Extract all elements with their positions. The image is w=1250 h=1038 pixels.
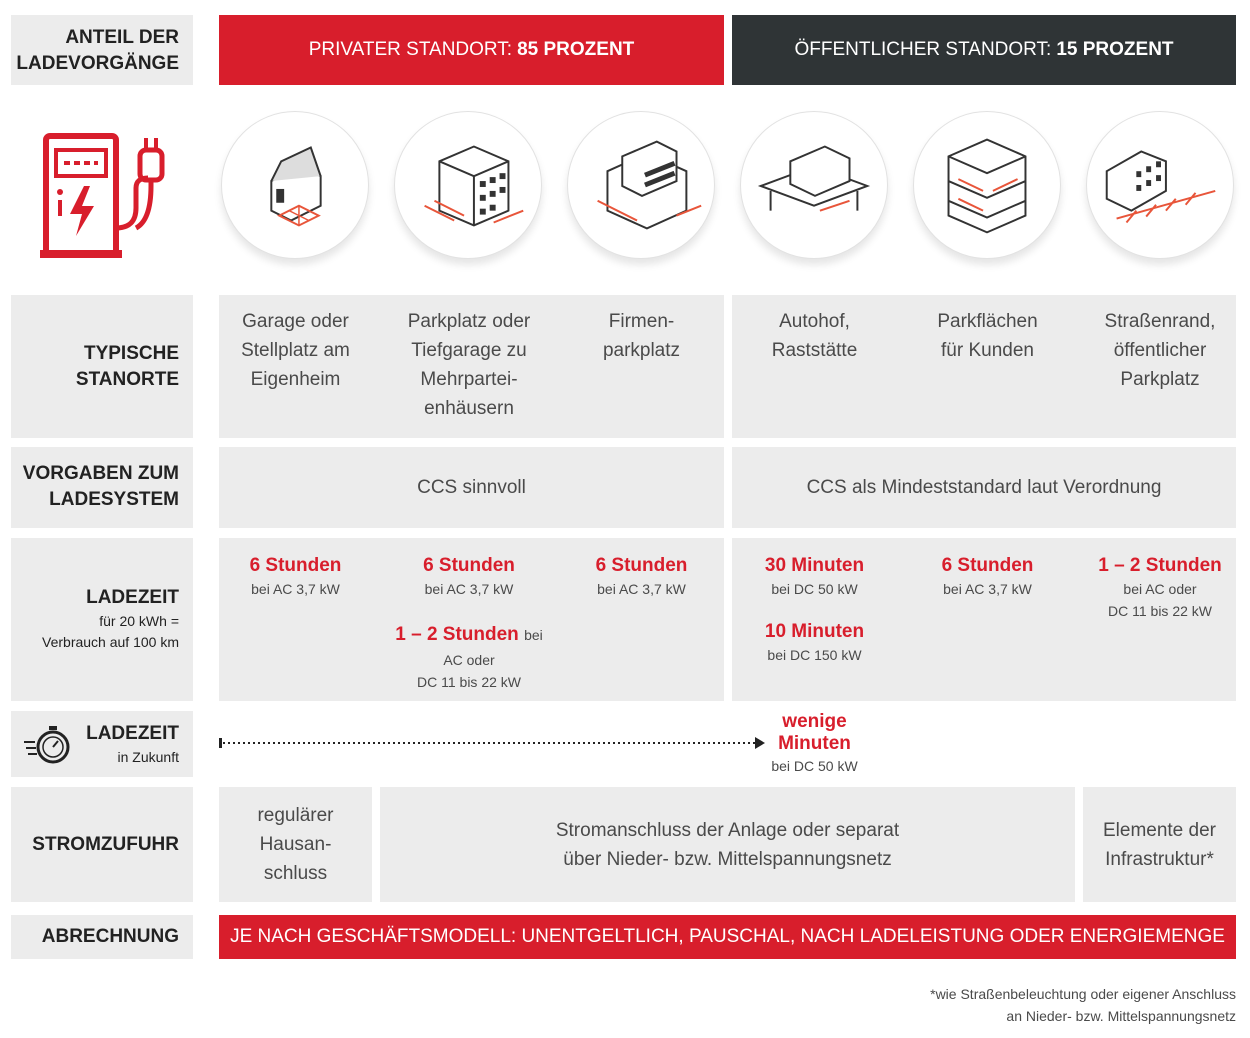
rest-stop-icon	[740, 111, 888, 259]
charge-time-item: 30 Minuten bei DC 50 kW 10 Minuten bei DC 150 kW	[764, 555, 865, 663]
garage-house-icon	[221, 111, 369, 259]
company-parking-icon	[567, 111, 715, 259]
charging-station-icon	[36, 128, 176, 268]
row-label-share: ANTEIL DER LADEVORGÄNGE	[11, 15, 193, 85]
charge-time-item: 6 Stunden bei AC 3,7 kW	[249, 555, 342, 597]
charge-time-item: 6 Stunden bei AC 3,7 kW	[595, 555, 688, 597]
location-item: Parkflächen für Kunden	[937, 311, 1038, 361]
billing-banner: JE NACH GESCHÄFTSMODELL: UNENTGELTLICH, PAUSCHAL, NACH LADELEISTUNG ODER ENERGIEMENGE	[219, 915, 1236, 959]
charge-time-item: 6 Stunden bei AC 3,7 kW 1 – 2 Stunden bei AC oder DC 11 bis 22 kW	[395, 555, 543, 690]
power-house-connection: regulärer Hausan- schluss	[219, 787, 372, 902]
power-grid-connection: Stromanschluss der Anlage oder separat über Nieder- bzw. Mittelspannungsnetz	[380, 787, 1075, 902]
public-system: CCS als Mindeststandard laut Verordnung	[732, 447, 1236, 528]
footnote: *wie Straßenbeleuchtung oder eigener Anschluss an Nieder- bzw. Mittelspannungsnetz	[930, 986, 1236, 1024]
charge-time-item: 6 Stunden bei AC 3,7 kW	[941, 555, 1034, 597]
apartment-parking-icon	[394, 111, 542, 259]
location-item: Garage oder Stellplatz am Eigenheim	[241, 311, 350, 390]
row-label-charge-time: LADEZEIT für 20 kWh = Verbrauch auf 100 km	[11, 538, 193, 701]
public-share-header: ÖFFENTLICHER STANDORT: 15 PROZENT	[732, 15, 1236, 85]
location-item: Straßenrand, öffentlicher Parkplatz	[1104, 311, 1216, 390]
row-label-future: LADEZEIT in Zukunft	[11, 711, 193, 777]
future-arrow	[219, 735, 767, 751]
power-infrastructure: Elemente der Infrastruktur*	[1083, 787, 1236, 902]
row-label-system: VORGABEN ZUM LADESYSTEM	[11, 447, 193, 528]
private-system: CCS sinnvoll	[219, 447, 724, 528]
stopwatch-icon	[22, 720, 74, 768]
private-share-header: PRIVATER STANDORT: 85 PROZENT	[219, 15, 724, 85]
location-item: Parkplatz oder Tiefgarage zu Mehrpartei- enhäusern	[407, 311, 531, 419]
row-label-power: STROMZUFUHR	[11, 787, 193, 902]
charge-time-item: 1 – 2 Stunden bei AC oder DC 11 bis 22 kW	[1098, 555, 1222, 619]
location-item: Autohof, Raststätte	[771, 311, 858, 361]
row-label-billing: ABRECHNUNG	[11, 915, 193, 959]
parking-garage-icon	[913, 111, 1061, 259]
street-parking-icon	[1086, 111, 1234, 259]
future-time: wenige Minuten bei DC 50 kW	[771, 711, 858, 774]
location-item: Firmen- parkplatz	[602, 311, 681, 361]
row-label-locations: TYPISCHE STANORTE	[11, 295, 193, 438]
